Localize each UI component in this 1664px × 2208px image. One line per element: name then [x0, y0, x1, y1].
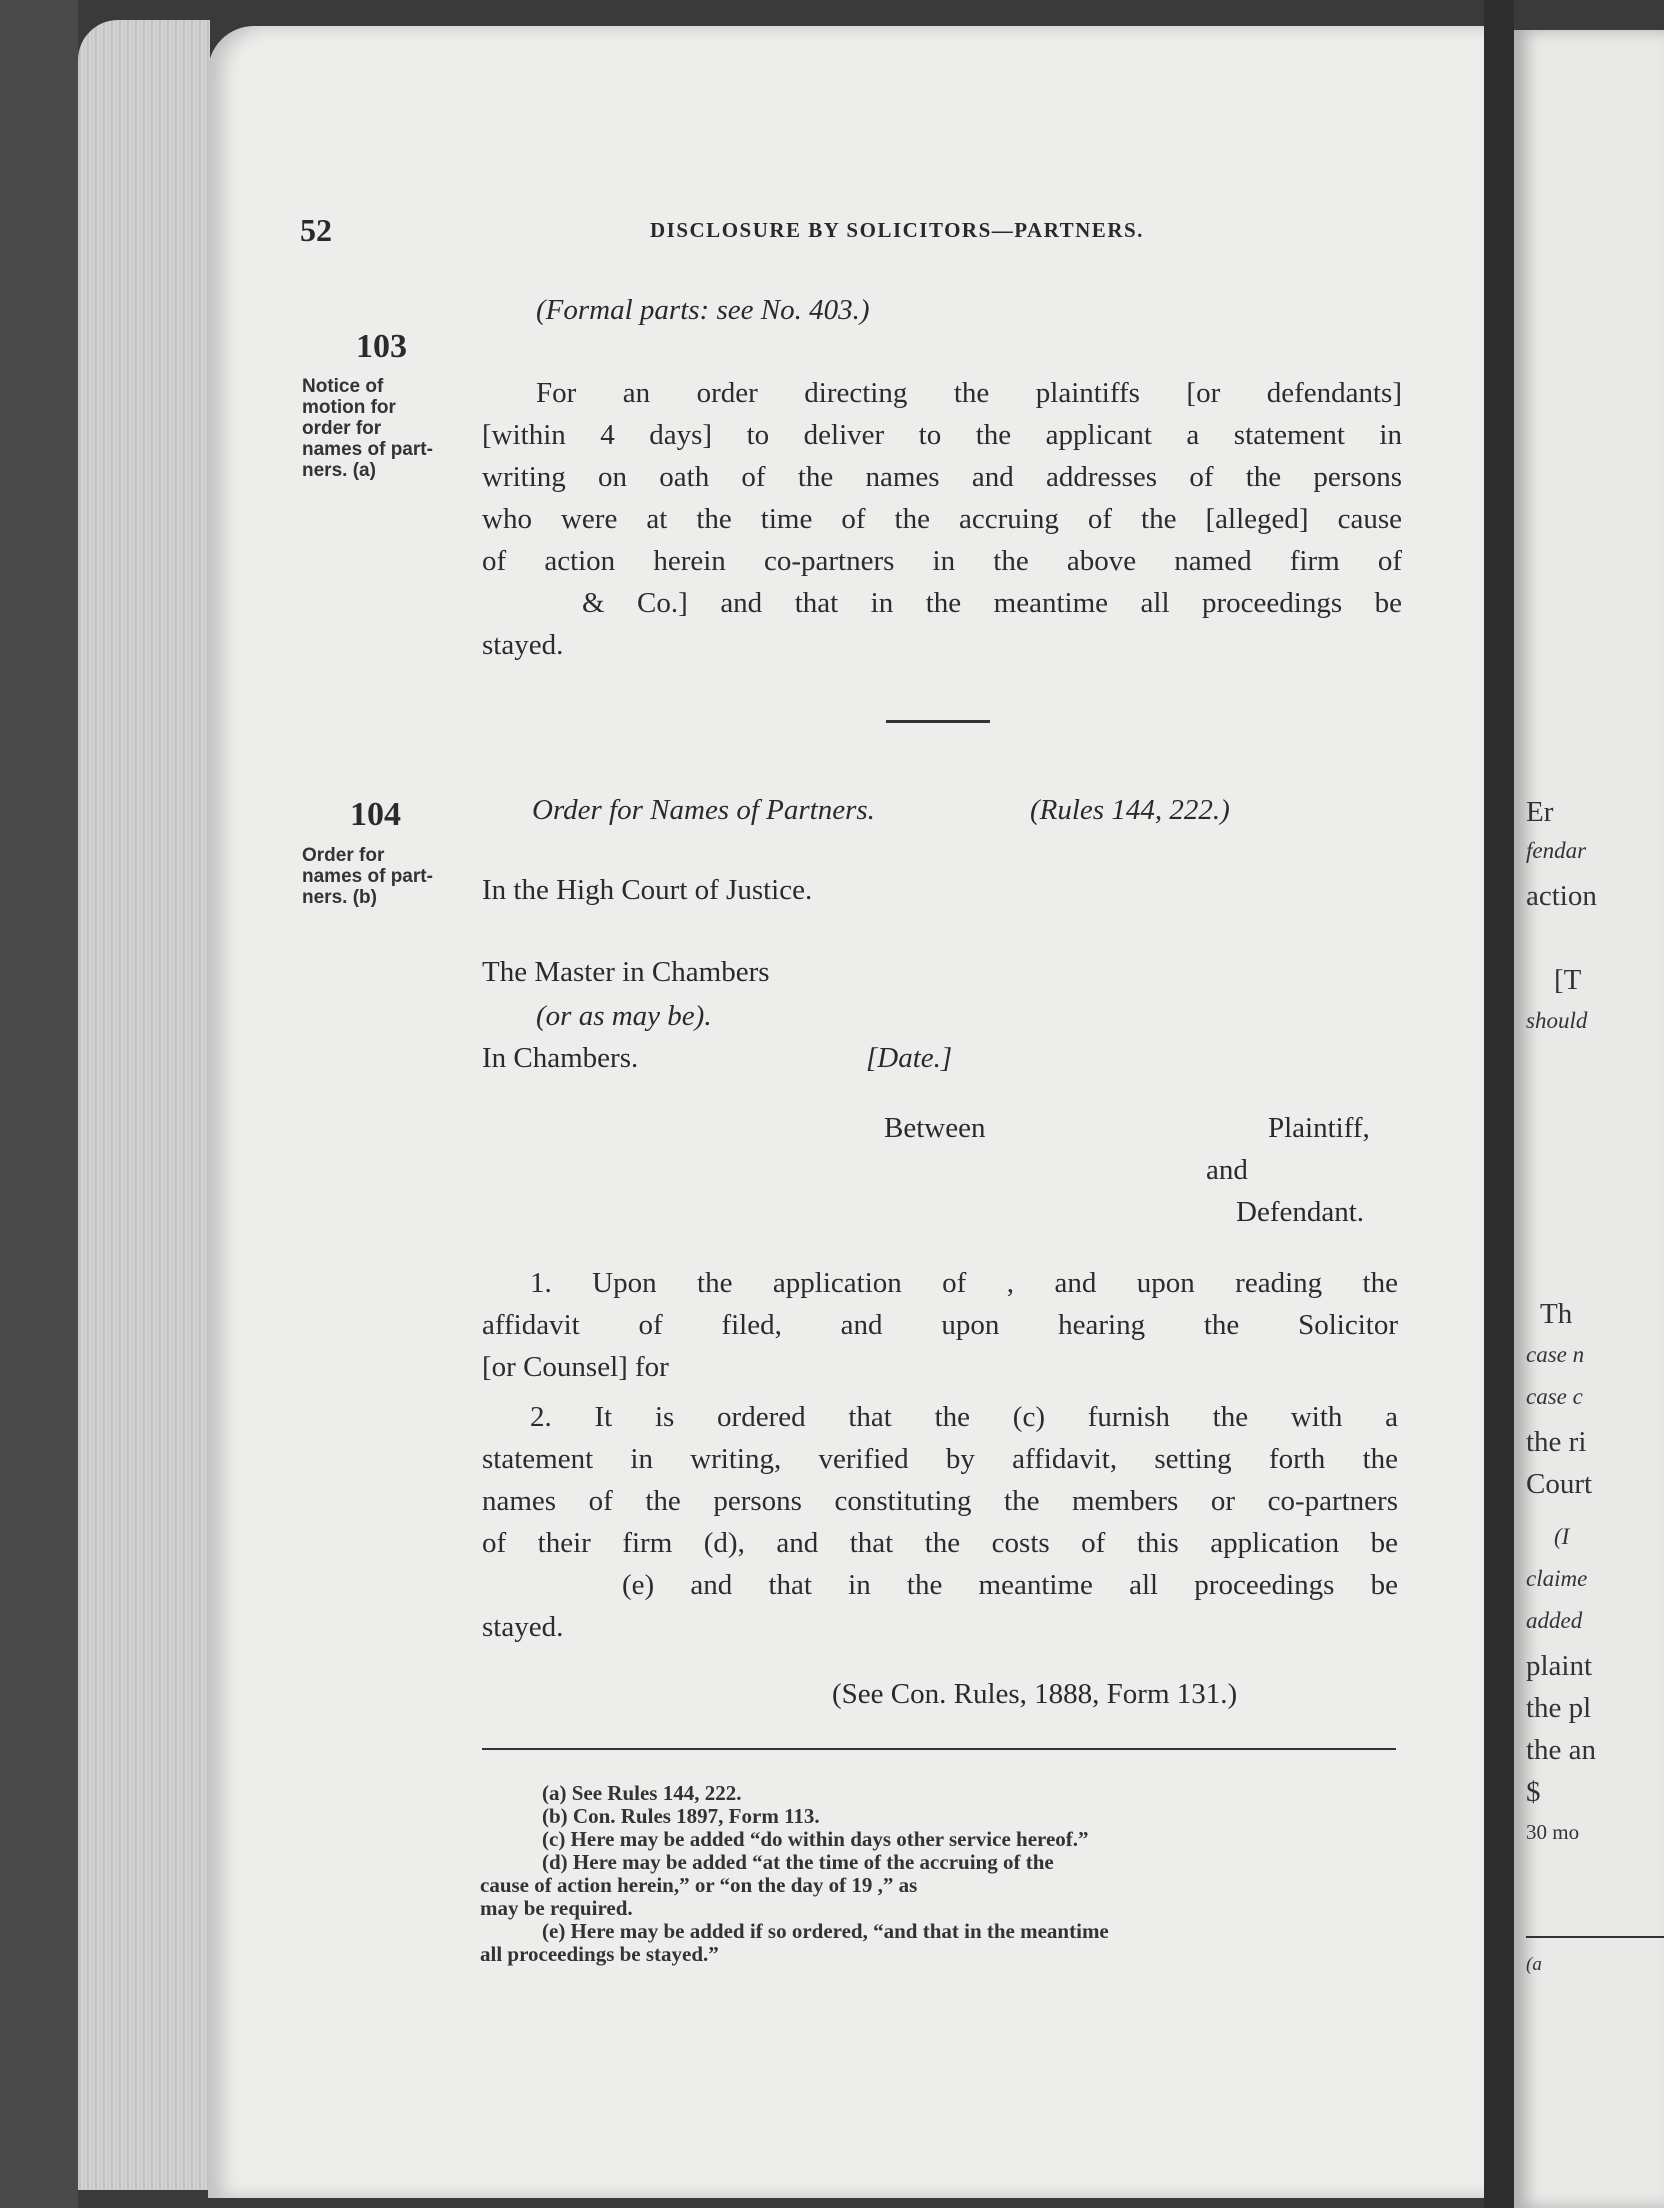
- paragraph-2: 2. It is ordered that the (c) furnish the with a statement in writing, verified by affidavit, setting forth the names of the persons constituting the members or co-partners of their firm (d), and that the costs of this application be (e) and that in the meantime all proceedings be stayed.: [482, 1401, 1398, 1643]
- or-as-may-be: (or as may be).: [536, 1000, 712, 1032]
- paragraph-1: 1. Upon the application of , and upon reading the affidavit of filed, and upon hearing the Solicitor [or Counsel] for: [482, 1267, 1398, 1383]
- date-placeholder: [Date.]: [866, 1042, 953, 1074]
- facing-page-fragment: Er fendar action [T should Th case n case c the ri Court (I claime added plaint the pl the an $ 30 mo (a: [1514, 30, 1664, 2208]
- form-104-title: Order for Names of Partners.: [532, 794, 875, 826]
- page-number: 52: [300, 212, 332, 248]
- defendant-label: Defendant.: [1236, 1196, 1365, 1228]
- running-head: DISCLOSURE BY SOLICITORS—PARTNERS.: [650, 218, 1144, 242]
- book-gutter: [1484, 0, 1514, 2208]
- master-line: The Master in Chambers: [482, 956, 770, 988]
- form-104-rules-ref: (Rules 144, 222.): [1030, 794, 1230, 826]
- form-number-103: 103: [356, 328, 407, 365]
- court-heading: In the High Court of Justice.: [482, 874, 813, 906]
- side-note-103: Notice of motion for order for names of part- ners. (a): [302, 376, 433, 481]
- between-label: Between: [884, 1112, 986, 1144]
- formal-parts-note: (Formal parts: see No. 403.): [536, 294, 870, 326]
- book-left-edge: [0, 0, 78, 2208]
- form-103-body: For an order directing the plaintiffs [or defendants] [within 4 days] to deliver to the applicant a statement in writing on oath of the names and addresses of the persons who were at the time of the accruing of the [alleged] cause of action herein co-partners in the above named firm of & Co.] and that in the meantime all proceedings be stayed.: [482, 377, 1402, 661]
- side-note-104: Order for names of part- ners. (b): [302, 845, 433, 908]
- form-number-104: 104: [350, 796, 401, 833]
- section-divider: [886, 720, 990, 723]
- footnote-divider: [482, 1748, 1396, 1750]
- in-chambers: In Chambers.: [482, 1042, 639, 1074]
- page-stack-edges: [78, 20, 210, 2190]
- and-label: and: [1206, 1154, 1248, 1186]
- plaintiff-label: Plaintiff,: [1268, 1112, 1370, 1144]
- footnotes: (a) See Rules 144, 222. (b) Con. Rules 1897, Form 113. (c) Here may be added “do within days other service hereof.” (d) Here may be added “at the time of the accruing of the cause of action herein,” or “on the day of 19 ,” as may be required. (e) Here may be added if so ordered, “and that in the meantime all proceedings be stayed.”: [480, 1781, 1109, 1966]
- see-con-rules: (See Con. Rules, 1888, Form 131.): [832, 1678, 1238, 1710]
